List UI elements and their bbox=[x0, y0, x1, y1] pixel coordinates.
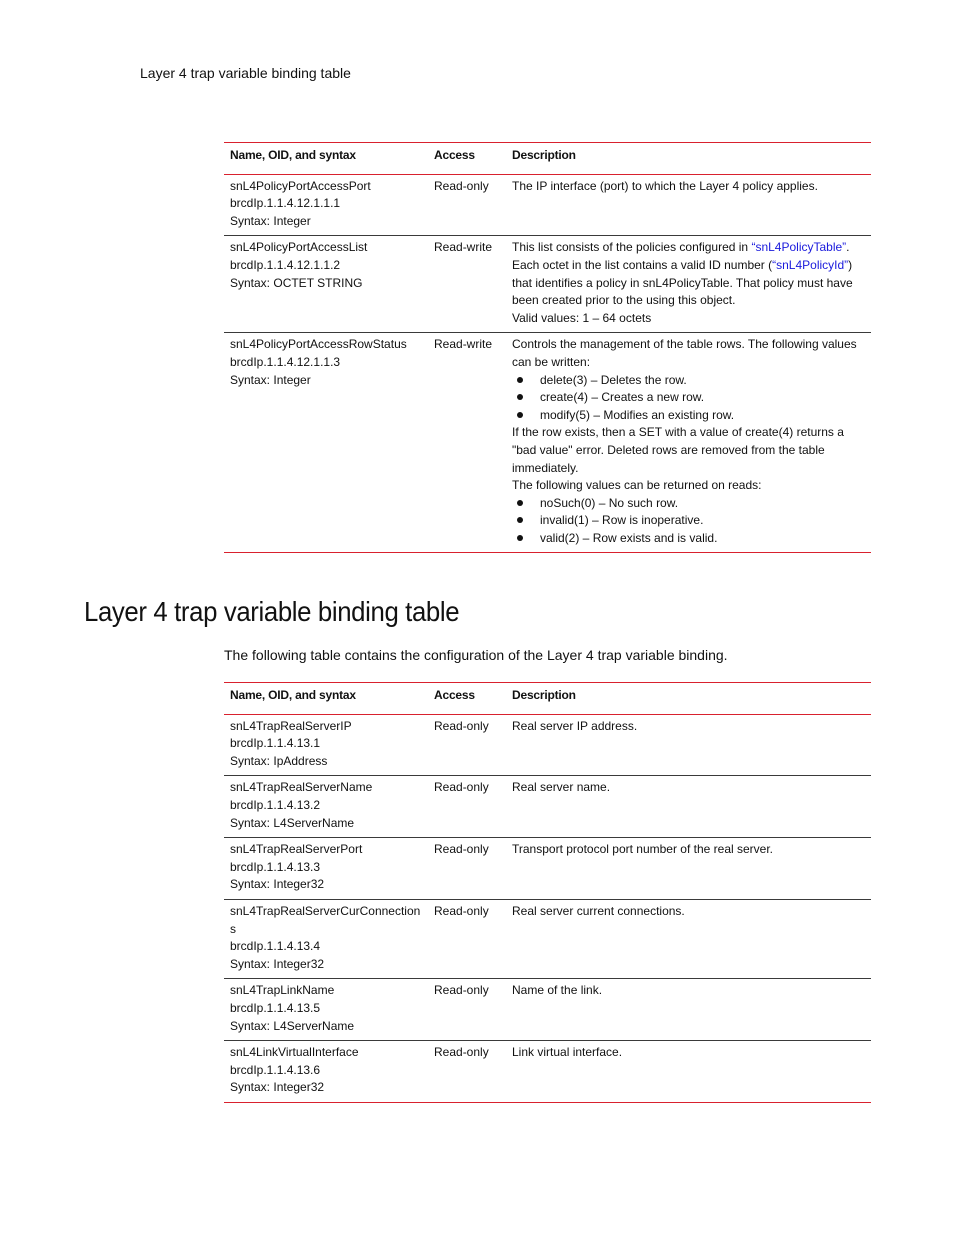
table-row bbox=[224, 174, 871, 236]
access-cell: Read-only bbox=[428, 838, 506, 900]
object-oid: brcdIp.1.1.4.13.4 bbox=[230, 939, 321, 954]
list-item: noSuch(0) – No such row. bbox=[512, 495, 865, 513]
table-header-row bbox=[224, 683, 871, 715]
table-row bbox=[224, 1041, 871, 1103]
section-intro: The following table contains the configuration of the Layer 4 trap variable binding. bbox=[224, 647, 728, 663]
name-cell bbox=[224, 776, 428, 838]
name-cell bbox=[224, 1041, 428, 1103]
access-cell: Read-only bbox=[428, 174, 506, 236]
table-row bbox=[224, 776, 871, 838]
description-text: Controls the management of the table rows. The following values can be written: bbox=[512, 337, 857, 369]
object-oid: brcdIp.1.1.4.13.1 bbox=[230, 736, 321, 751]
description-cell: Real server name. bbox=[506, 776, 871, 838]
description-text: This list consists of the policies configured in bbox=[512, 240, 752, 255]
list-item: valid(2) – Row exists and is valid. bbox=[512, 530, 865, 548]
column-header-description: Description bbox=[506, 683, 871, 715]
name-cell bbox=[224, 979, 428, 1041]
table-row bbox=[224, 714, 871, 776]
object-syntax: Syntax: L4ServerName bbox=[230, 815, 355, 830]
column-header-access: Access bbox=[428, 143, 506, 175]
list-item: invalid(1) – Row is inoperative. bbox=[512, 512, 865, 530]
name-cell bbox=[224, 714, 428, 776]
valid-values: Valid values: 1 – 64 octets bbox=[512, 310, 652, 325]
running-header: Layer 4 trap variable binding table bbox=[140, 65, 351, 81]
object-oid: brcdIp.1.1.4.12.1.1.1 bbox=[230, 196, 341, 211]
access-cell: Read-only bbox=[428, 979, 506, 1041]
snl4policytable-link[interactable]: “snL4PolicyTable” bbox=[751, 240, 847, 255]
access-cell: Read-only bbox=[428, 714, 506, 776]
object-syntax: Syntax: Integer bbox=[230, 372, 311, 387]
list-item: create(4) – Creates a new row. bbox=[512, 389, 865, 407]
column-header-name: Name, OID, and syntax bbox=[224, 143, 428, 175]
table-row bbox=[224, 333, 871, 553]
object-syntax: Syntax: Integer bbox=[230, 213, 311, 228]
column-header-access: Access bbox=[428, 683, 506, 715]
write-values-list bbox=[512, 372, 865, 425]
object-name: snL4TrapRealServerName bbox=[230, 780, 373, 795]
object-name: snL4PolicyPortAccessList bbox=[230, 240, 368, 255]
description-text: . Each octet in the list contains a valid ID number ( bbox=[512, 240, 850, 272]
description-text: The following values can be returned on reads: bbox=[512, 478, 762, 493]
object-syntax: Syntax: OCTET STRING bbox=[230, 275, 363, 290]
name-cell bbox=[224, 838, 428, 900]
section-title: Layer 4 trap variable binding table bbox=[84, 596, 460, 627]
object-oid: brcdIp.1.1.4.13.6 bbox=[230, 1062, 321, 1077]
snl4policyid-link[interactable]: “snL4PolicyId” bbox=[772, 257, 849, 272]
object-oid: brcdIp.1.1.4.12.1.1.3 bbox=[230, 354, 341, 369]
access-cell: Read-only bbox=[428, 776, 506, 838]
object-syntax: Syntax: Integer32 bbox=[230, 877, 325, 892]
name-cell bbox=[224, 899, 428, 978]
name-cell bbox=[224, 333, 428, 553]
description-cell: The IP interface (port) to which the Layer 4 policy applies. bbox=[506, 174, 871, 236]
object-oid: brcdIp.1.1.4.12.1.1.2 bbox=[230, 257, 341, 272]
table-row bbox=[224, 979, 871, 1041]
object-name: snL4TrapRealServerPort bbox=[230, 842, 363, 857]
column-header-name: Name, OID, and syntax bbox=[224, 683, 428, 715]
object-oid: brcdIp.1.1.4.13.2 bbox=[230, 797, 321, 812]
object-name: snL4TrapRealServerCurConnections bbox=[230, 903, 421, 936]
description-cell: Real server current connections. bbox=[506, 899, 871, 978]
list-item: modify(5) – Modifies an existing row. bbox=[512, 407, 865, 425]
object-syntax: Syntax: Integer32 bbox=[230, 956, 325, 971]
list-item: delete(3) – Deletes the row. bbox=[512, 372, 865, 390]
description-text: ) that identifies a policy in snL4PolicyTable. That policy must have been created prior to the using this object. bbox=[512, 257, 853, 308]
name-cell bbox=[224, 236, 428, 333]
access-cell: Read-write bbox=[428, 333, 506, 553]
description-text: If the row exists, then a SET with a value of create(4) returns a "bad value" error. Deleted rows are removed from the table immediately. bbox=[512, 425, 844, 475]
description-cell: Name of the link. bbox=[506, 979, 871, 1041]
policy-port-access-table bbox=[224, 142, 871, 553]
access-cell: Read-write bbox=[428, 236, 506, 333]
table-row bbox=[224, 838, 871, 900]
object-syntax: Syntax: Integer32 bbox=[230, 1080, 325, 1095]
access-cell: Read-only bbox=[428, 899, 506, 978]
description-cell: Link virtual interface. bbox=[506, 1041, 871, 1103]
table-row bbox=[224, 236, 871, 333]
description-cell bbox=[506, 236, 871, 333]
description-cell bbox=[506, 333, 871, 553]
object-name: snL4TrapRealServerIP bbox=[230, 718, 352, 733]
object-name: snL4LinkVirtualInterface bbox=[230, 1045, 359, 1060]
description-cell: Transport protocol port number of the real server. bbox=[506, 838, 871, 900]
object-name: snL4PolicyPortAccessPort bbox=[230, 178, 371, 193]
table-row bbox=[224, 899, 871, 978]
object-name: snL4TrapLinkName bbox=[230, 983, 335, 998]
read-values-list bbox=[512, 495, 865, 548]
trap-variable-binding-table bbox=[224, 682, 871, 1103]
object-oid: brcdIp.1.1.4.13.3 bbox=[230, 859, 321, 874]
description-cell: Real server IP address. bbox=[506, 714, 871, 776]
name-cell bbox=[224, 174, 428, 236]
object-syntax: Syntax: L4ServerName bbox=[230, 1018, 355, 1033]
column-header-description: Description bbox=[506, 143, 871, 175]
table-header-row bbox=[224, 143, 871, 175]
access-cell: Read-only bbox=[428, 1041, 506, 1103]
object-name: snL4PolicyPortAccessRowStatus bbox=[230, 337, 407, 352]
object-oid: brcdIp.1.1.4.13.5 bbox=[230, 1000, 321, 1015]
object-syntax: Syntax: IpAddress bbox=[230, 753, 328, 768]
